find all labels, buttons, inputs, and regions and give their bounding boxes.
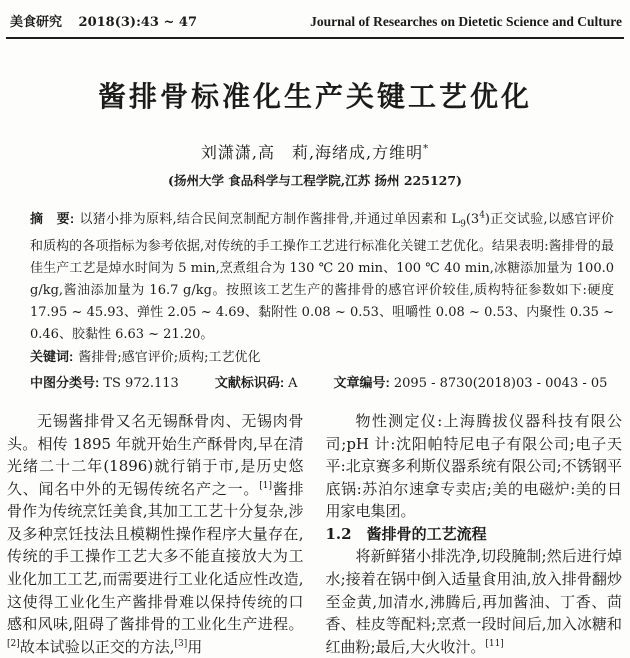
right-column [326,410,623,658]
header-divider [6,37,624,39]
abstract-label: 摘 要: [30,211,75,227]
text-run: 用 [187,637,203,656]
article-meta [30,372,614,395]
article-id [334,372,608,395]
section-heading: 1.2 酱排骨的工艺流程 [325,524,487,543]
author-names: 刘潇潇,高 莉,海绪成,方维明 [200,143,424,162]
reference-superscript: [1] [259,480,272,491]
journal-name-issue [10,11,197,30]
text-run: 以猪小排为原料,结合民间烹制配方制作酱排骨,并通过单因素和 L [79,212,461,228]
journal-name-en: Journal of Researches on Dietetic Science and Culture [310,14,622,29]
body-paragraph [326,545,623,658]
page-header [0,0,630,30]
document-code-value: A [288,375,298,391]
text-run: 酱排骨作为传统烹饪美食,其加工工艺十分复杂,涉及多种烹饪技法且模糊性操作程序大量存在,传统的手工操作工艺大多不能直接放大为工业化加工工艺,而需要进行工业化适应性改造,这使得工业化生产酱排骨难以保持传统的口感和风味,阻碍了酱排骨的工业化生产进程。 [7,479,304,634]
document-code [215,372,298,395]
reference-superscript: 4 [479,211,485,221]
clc-value: TS 972.113 [103,375,179,391]
journal-name-cn: 美食研究 [10,14,63,29]
document-code-label: 文献标识码: [214,374,285,390]
clc-label: 中图分类号: [30,374,100,390]
text-run: 物性测定仪:上海腾拔仪器科技有限公司;pH 计:沈阳帕特尼电子有限公司;电子天平:北京赛多利斯仪器系统有限公司;不锈钢平底锅:苏泊尔速拿专卖店;美的电磁炉:美的日用家电集团。 [325,411,622,521]
body-paragraph [7,410,304,658]
text-run: 无锡酱排骨又名无锡酥骨肉、无锡肉骨头。相传 1895 年就开始生产酥骨肉,早在清光绪二十二年(1896)就行销于市,是历史悠久、闻名中外的无锡传统名产之一。 [7,411,304,498]
reference-superscript: [3] [174,638,188,649]
reference-superscript: [11] [485,638,504,649]
text-run: 故本试验以正交的方法, [19,637,175,656]
reference-superscript: [2] [7,638,20,649]
text-run: 将新鲜猪小排洗净,切段腌制;然后进行焯水;接着在锅中倒入适量食用油,放入排骨翻炒至金黄,加清水,沸腾后,再加酱油、丁香、茴香、桂皮等配料;烹煮一段时间后,加入冰糖和红曲粉;最后,大火收汁。 [325,547,622,656]
clc-number [30,372,179,395]
text-run: (3 [465,212,480,228]
keywords-label: 关键词: [30,348,74,364]
article-id-label: 文章编号: [333,374,390,390]
issue-page-info: 2018(3):43 ~ 47 [78,15,198,30]
abstract [30,205,614,346]
keywords-line [30,346,614,369]
body-paragraph [326,410,623,523]
text-run: )正交试验,以感官评价和质构的各项指标为参考依据,对传统的手工操作工艺进行标准化关键工艺优化。结果表明:酱排骨的最佳生产工艺是焯水时间为 5 min,烹煮组合为 130 ℃ 20 min、100 ℃ 40 min,冰糖添加量为 100.0 g/kg,酱油添加量为 16.7 g/kg。按照该工艺生产的酱排骨的感官评价较佳,质构特征参数如下:硬度 17.95 ~ 45.93、弹性 2.05 ~ 4.69、黏附性 0.08 ~ 0.53、咀嚼性 0.08 ~ 0.53、内聚性 0.35 ~ 0.46、胶黏性 6.63 ~ 21.20。 [30,212,614,342]
authors-line [0,140,630,163]
keywords-text: 酱排骨;感官评价;质构;工艺优化 [78,349,261,365]
subscript-text: 9 [460,219,466,230]
article-id-value: 2095 - 8730(2018)03 - 0043 - 05 [393,375,608,391]
abstract-text [30,212,614,342]
affiliation: (扬州大学 食品科学与工程学院,江苏 扬州 225127) [168,173,462,188]
abstract-block [30,205,614,395]
body-columns [7,410,622,658]
article-title: 酱排骨标准化生产关键工艺优化 [97,80,532,113]
corresponding-author-mark: * [423,143,430,155]
left-column [7,410,304,658]
